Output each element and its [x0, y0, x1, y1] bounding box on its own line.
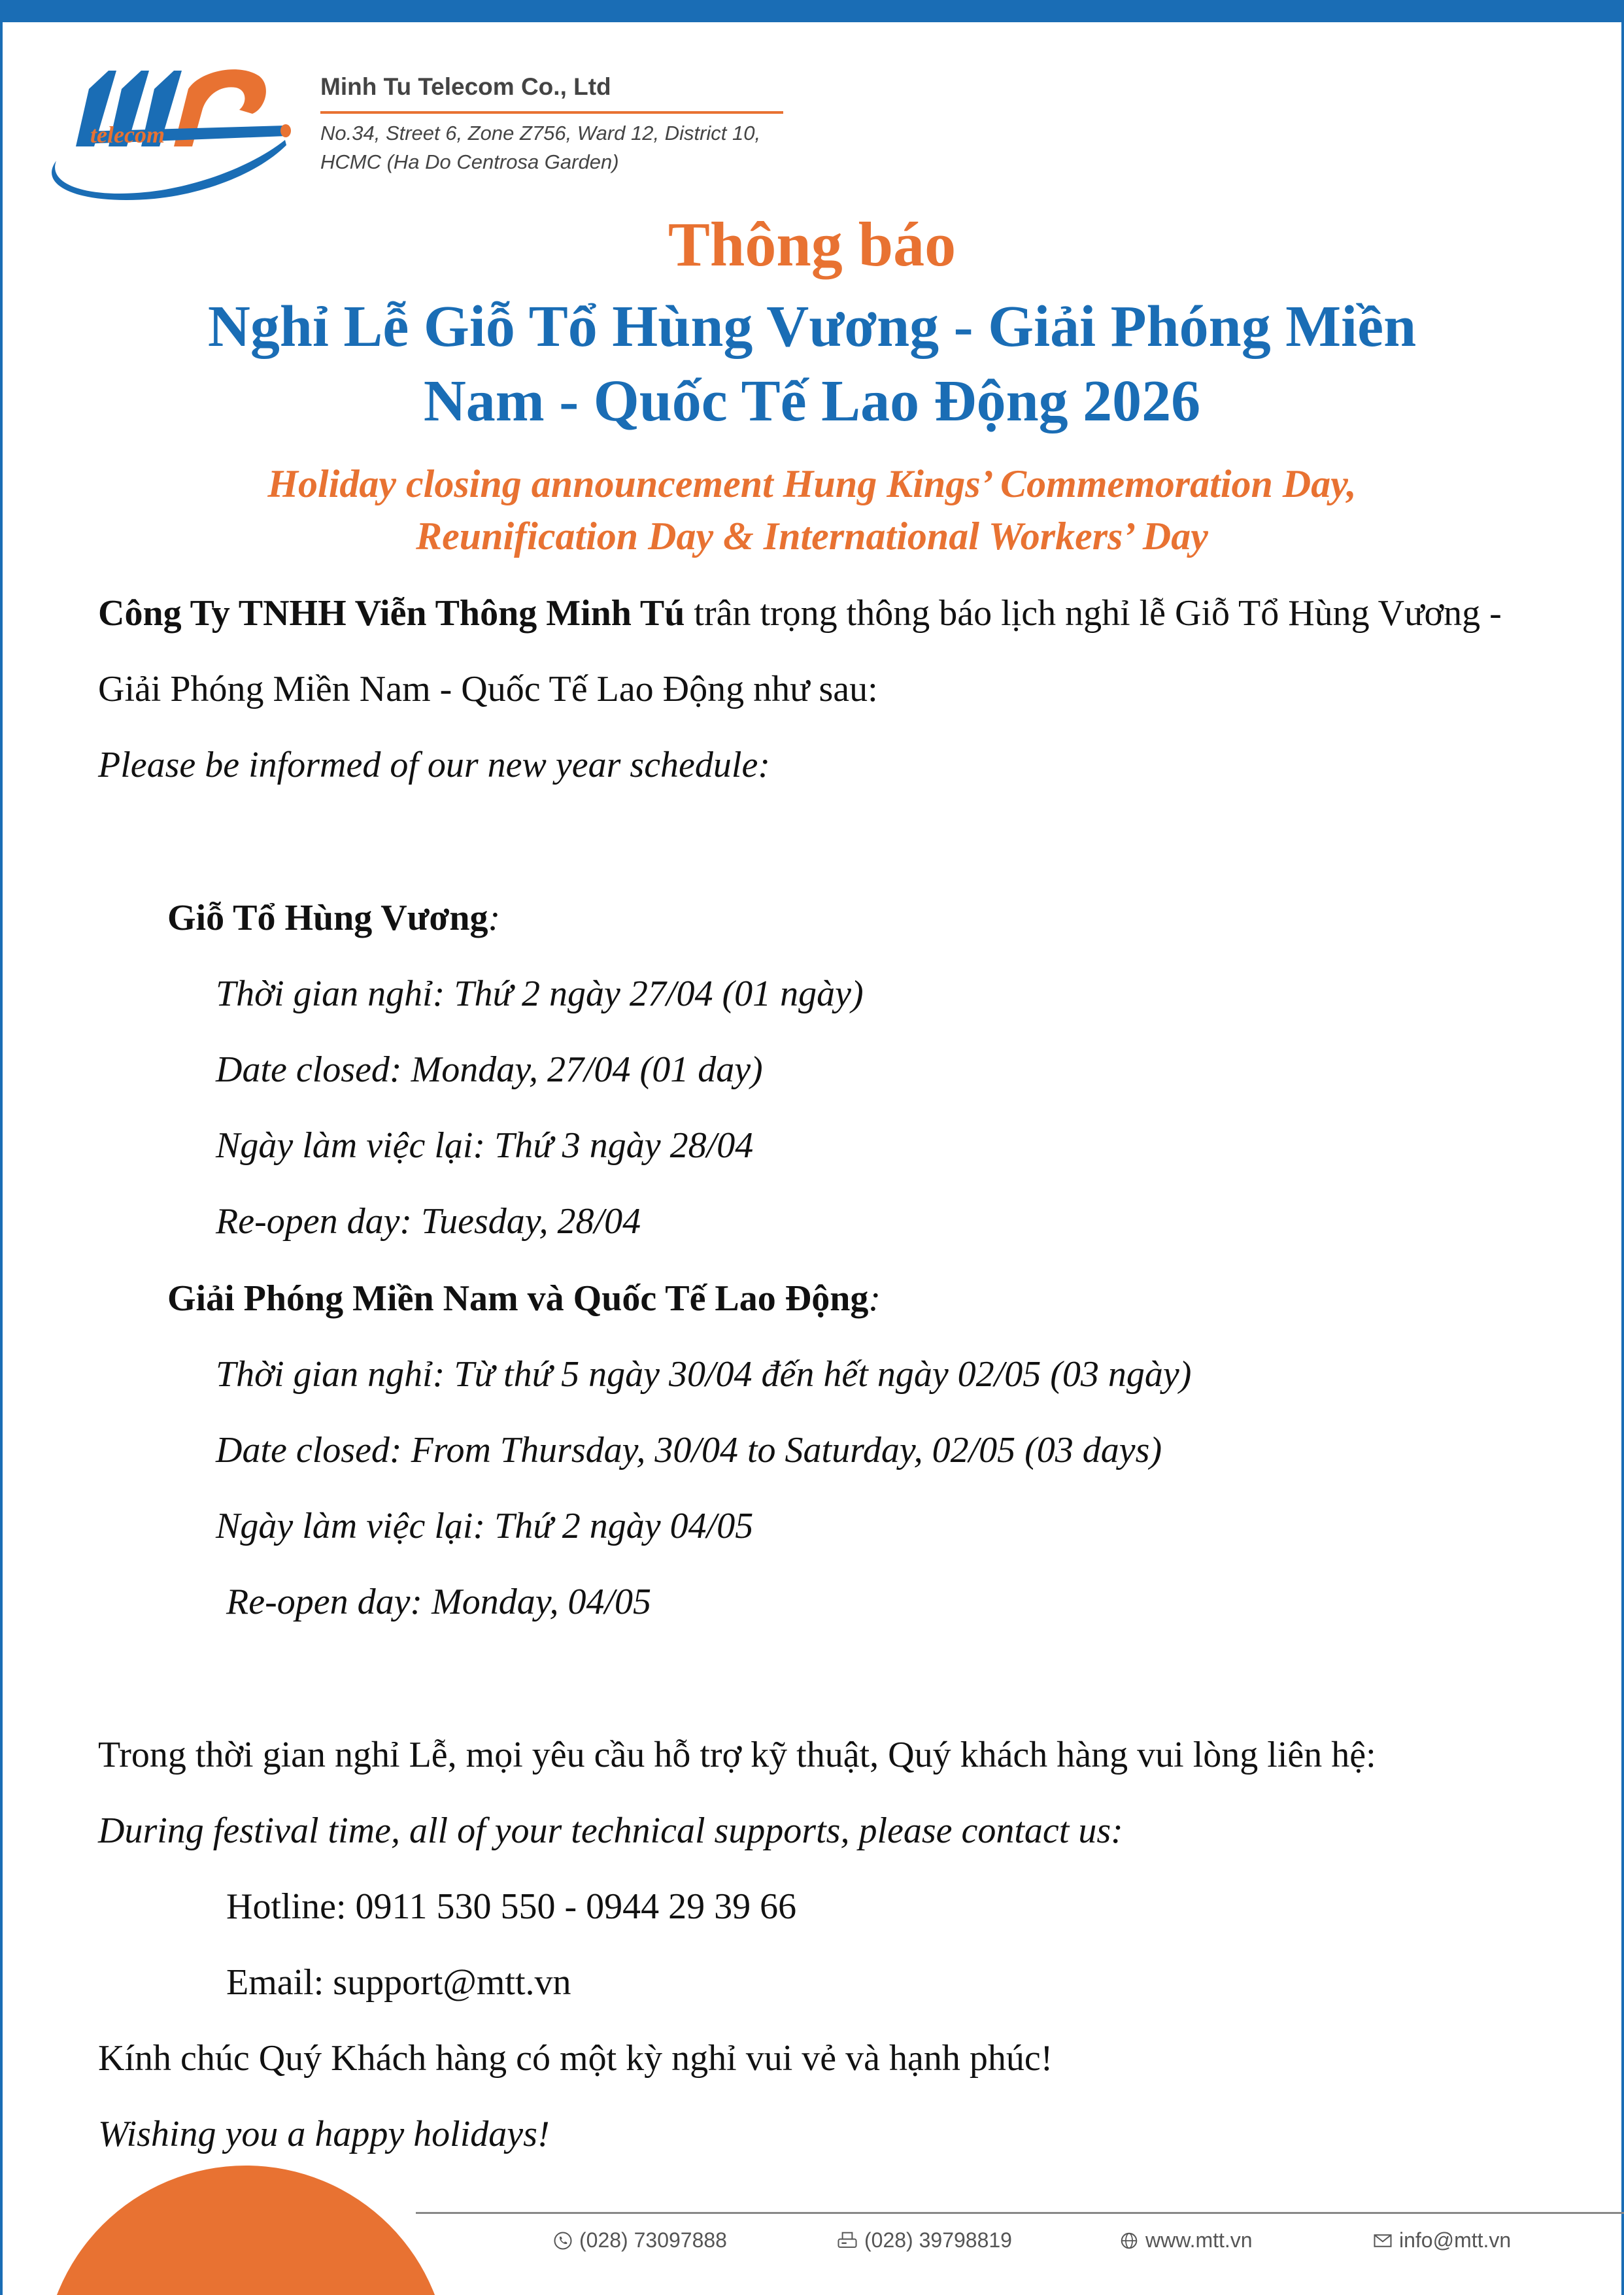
- footer-fax: [837, 2228, 1012, 2252]
- address-line-2: HCMC (Ha Do Centrosa Garden): [320, 150, 619, 173]
- footer-fax-text: (028) 39798819: [864, 2228, 1012, 2252]
- holiday-1-name: Giỗ Tổ Hùng Vương: [167, 898, 488, 938]
- footer-phone-text: (028) 73097888: [579, 2228, 727, 2252]
- company-logo: [43, 63, 298, 201]
- holiday-2-title: [167, 1278, 881, 1319]
- footer-mail-text: info@mtt.vn: [1399, 2228, 1512, 2252]
- top-color-bar: [0, 0, 1624, 22]
- holiday-2-reopen-vn: Ngày làm việc lại: Thứ 2 ngày 04/05: [216, 1506, 754, 1546]
- intro-line-1: [98, 592, 1502, 634]
- footer-mail: [1373, 2228, 1511, 2252]
- holiday-2-colon: :: [868, 1278, 881, 1319]
- phone-icon: [553, 2231, 573, 2251]
- english-title-line-2: Reunification Day & International Workers’ Day: [416, 515, 1208, 558]
- right-frame-line: [1621, 22, 1624, 2295]
- title-line-1: Nghỉ Lễ Giỗ Tổ Hùng Vương - Giải Phóng Miền: [207, 294, 1417, 359]
- mail-icon: [1373, 2232, 1393, 2249]
- support-email: Email: support@mtt.vn: [226, 1962, 571, 2003]
- company-name: Minh Tu Telecom Co., Ltd: [320, 73, 611, 100]
- hotline: Hotline: 0911 530 550 - 0944 29 39 66: [226, 1886, 797, 1927]
- closing-vn: Kính chúc Quý Khách hàng có một kỳ nghỉ vui vẻ và hạnh phúc!: [98, 2038, 1053, 2079]
- holiday-2-closed-en: Date closed: From Thursday, 30/04 to Saturday, 02/05 (03 days): [216, 1430, 1162, 1470]
- footer-web: [1119, 2228, 1253, 2252]
- support-vn: Trong thời gian nghỉ Lễ, mọi yêu cầu hỗ trợ kỹ thuật, Quý khách hàng vui lòng liên hệ:: [98, 1735, 1376, 1775]
- holiday-1-closed-en: Date closed: Monday, 27/04 (01 day): [216, 1049, 763, 1090]
- intro-english: Please be informed of our new year schedule:: [98, 745, 770, 785]
- notice-heading: Thông báo: [668, 209, 956, 279]
- holiday-1-reopen-vn: Ngày làm việc lại: Thứ 3 ngày 28/04: [216, 1125, 754, 1166]
- company-name-vn: Công Ty TNHH Viễn Thông Minh Tú: [98, 593, 685, 634]
- globe-icon: [1119, 2231, 1139, 2251]
- company-divider: [320, 111, 783, 114]
- fax-icon: [837, 2231, 858, 2251]
- intro-line-2: Giải Phóng Miền Nam - Quốc Tế Lao Động như sau:: [98, 669, 878, 709]
- footer-phone: [553, 2228, 727, 2252]
- logo-wordmark: telecom: [90, 122, 165, 148]
- holiday-2-reopen-en: Re-open day: Monday, 04/05: [226, 1582, 652, 1622]
- holiday-1-reopen-en: Re-open day: Tuesday, 28/04: [216, 1201, 641, 1242]
- holiday-2-name: Giải Phóng Miền Nam và Quốc Tế Lao Động: [167, 1278, 869, 1319]
- footer-web-text: www.mtt.vn: [1145, 2228, 1253, 2252]
- support-en: During festival time, all of your technical supports, please contact us:: [98, 1810, 1123, 1851]
- holiday-1-title: [167, 897, 500, 939]
- english-title-line-1: Holiday closing announcement Hung Kings’ Commemoration Day,: [267, 462, 1357, 505]
- title-line-2: Nam - Quốc Tế Lao Động 2026: [423, 369, 1201, 434]
- holiday-1-closed-vn: Thời gian nghỉ: Thứ 2 ngày 27/04 (01 ngày): [216, 974, 864, 1014]
- left-frame-line: [0, 22, 3, 2295]
- holiday-1-colon: :: [488, 898, 501, 938]
- footer-divider: [416, 2212, 1624, 2214]
- address-line-1: No.34, Street 6, Zone Z756, Ward 12, District 10,: [320, 122, 761, 144]
- footer-decor-circle: [43, 2166, 448, 2295]
- closing-en: Wishing you a happy holidays!: [98, 2114, 550, 2154]
- intro-text-1: trân trọng thông báo lịch nghỉ lễ Giỗ Tổ Hùng Vương -: [685, 593, 1502, 634]
- holiday-2-closed-vn: Thời gian nghỉ: Từ thứ 5 ngày 30/04 đến hết ngày 02/05 (03 ngày): [216, 1354, 1192, 1395]
